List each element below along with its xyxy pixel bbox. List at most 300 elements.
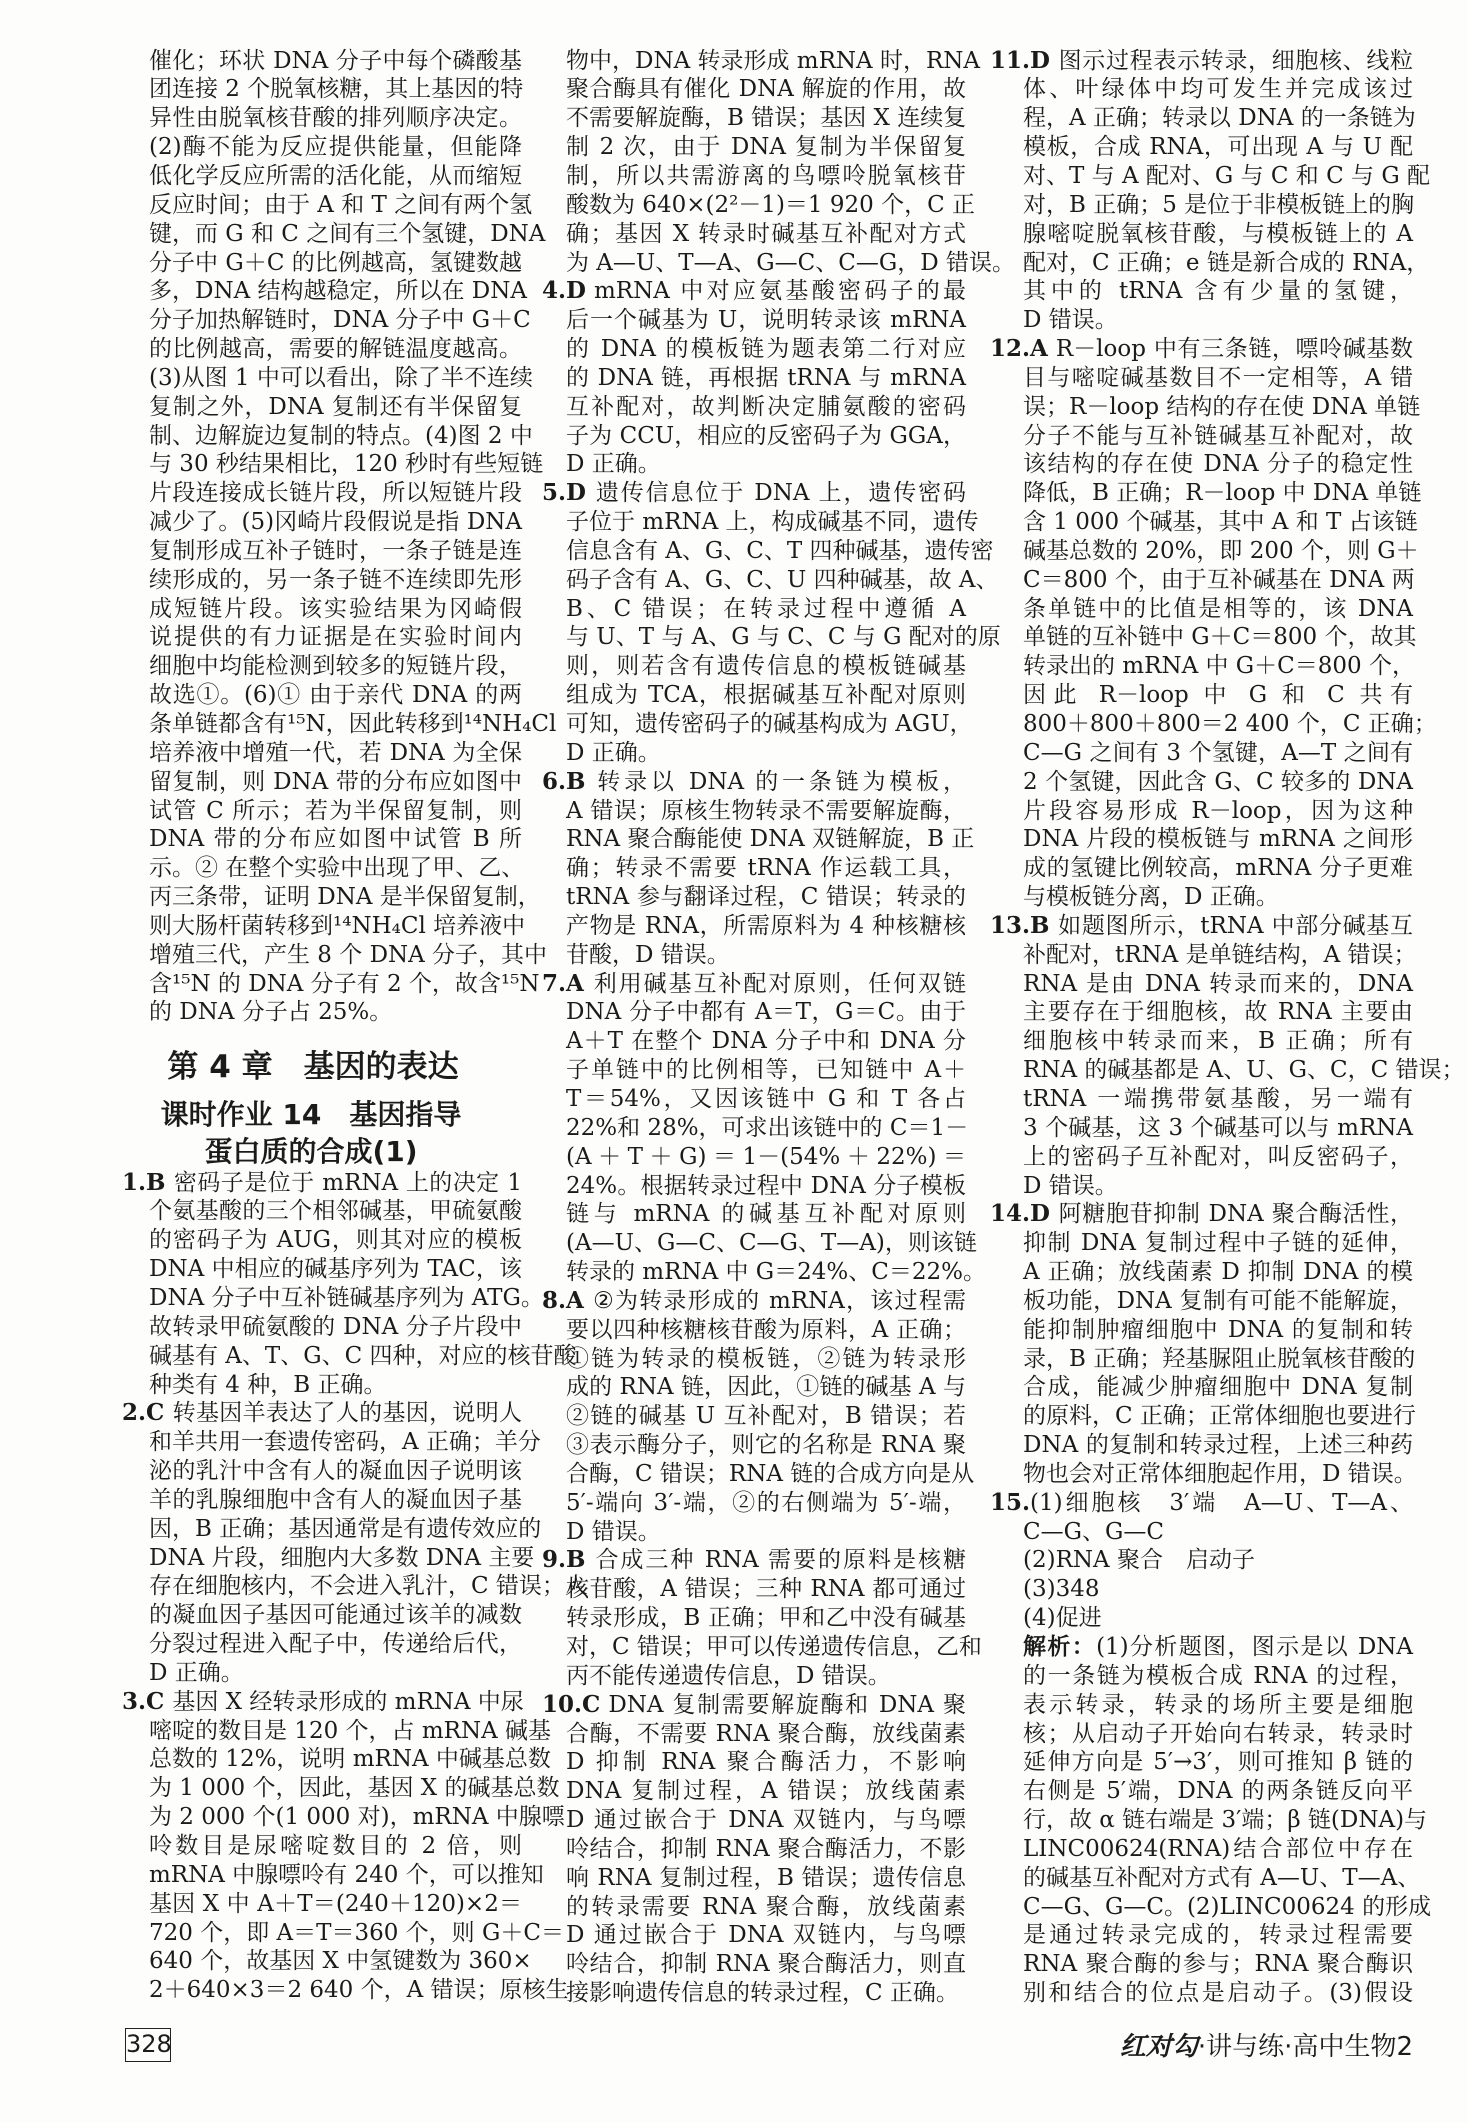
text-line — [990, 912, 1413, 941]
text-line — [542, 422, 966, 451]
line-text: 多，DNA 结构越稳定，所以在 DNA — [149, 278, 527, 305]
line-text: D 错误。 — [1023, 307, 1118, 334]
answer-label: 5.D — [542, 479, 586, 507]
line-text: (3)从图 1 中可以看出，除了半不连续 — [149, 364, 533, 391]
text-line — [990, 883, 1413, 912]
answer-3-continued — [542, 47, 1015, 278]
line-text: C—G、G—C。(2)LINC00624 的形成 — [1023, 1893, 1432, 1920]
text-line — [990, 1460, 1417, 1489]
line-text: 为 A—U、T—A、G—C、C—G，D 错误。 — [566, 249, 1015, 276]
line-text: 配对，C 正确；e 链是新合成的 RNA， — [1023, 249, 1430, 276]
line-text: 为 1 000 个，因此，基因 X 的碱基总数 — [149, 1775, 560, 1802]
line-text: 成的 RNA 链，因此，①链的碱基 A 与 — [566, 1374, 966, 1401]
text-line — [990, 652, 1413, 681]
text-line — [542, 1893, 966, 1922]
line-text: 分裂过程进入配子中，传递给后代， — [149, 1631, 522, 1658]
line-text: DNA 分子中互补链碱基序列为 ATG。 — [149, 1284, 544, 1311]
text-line — [122, 1688, 522, 1717]
text-line — [990, 1720, 1413, 1749]
text-line — [122, 1226, 522, 1255]
line-text: C＝800 个，由于互补碱基在 DNA 两 — [1023, 566, 1415, 593]
line-text: 的 DNA 链，再根据 tRNA 与 mRNA — [566, 364, 966, 391]
line-text: 总数的 12%，说明 mRNA 中碱基总数 — [149, 1746, 551, 1773]
line-text: (1)细胞核 3′端 A—U、T—A、 — [1030, 1489, 1413, 1516]
line-text: 分子加热解链时，DNA 分子中 G＋C — [149, 307, 531, 334]
text-line — [990, 1835, 1413, 1864]
text-line — [122, 1255, 522, 1284]
text-line — [122, 1313, 522, 1342]
text-line — [990, 1200, 1413, 1229]
line-text: DNA 片段，细胞内大多数 DNA 主要 — [149, 1544, 535, 1571]
answer-9 — [542, 1546, 982, 1690]
text-line — [122, 1861, 544, 1890]
text-line — [122, 422, 533, 451]
line-text: ①链为转录的模板链，②链为转录形 — [566, 1345, 966, 1372]
text-line — [542, 1316, 966, 1345]
text-line — [990, 739, 1413, 768]
text-line — [542, 162, 966, 191]
line-text: (A＋T＋G)＝1－(54%＋22%)＝ — [566, 1143, 966, 1170]
text-line — [990, 1373, 1413, 1402]
text-line — [122, 623, 522, 652]
text-line — [542, 450, 966, 479]
text-line — [990, 1056, 1465, 1085]
line-text: 转录出的 mRNA 中 G＋C＝800 个， — [1023, 653, 1415, 680]
line-text: 密码子是位于 mRNA 上的决定 1 — [173, 1169, 522, 1196]
text-line — [542, 1979, 966, 2008]
text-line — [990, 162, 1431, 191]
text-line — [122, 249, 522, 278]
answer-label: 12.A — [990, 335, 1048, 363]
line-text: DNA 中相应的碱基序列为 TAC，该 — [149, 1256, 522, 1283]
line-text: D 通过嵌合于 DNA 双链内，与鸟嘌 — [566, 1807, 966, 1834]
text-line — [122, 797, 522, 826]
line-text: 羊的乳腺细胞中含有人的凝血因子基 — [149, 1486, 522, 1513]
line-text: 子为 CCU，相应的反密码子为 GGA， — [566, 422, 966, 449]
line-text: 720 个，即 A＝T＝360 个，则 G＋C＝ — [149, 1919, 564, 1946]
line-text: 丙不能传递遗传信息，D 错误。 — [566, 1662, 891, 1689]
line-text: 利用碱基互补配对原则，任何双链 — [591, 970, 966, 997]
line-text: 含 1 000 个碱基，其中 A 和 T 占该链 — [1023, 509, 1418, 536]
line-text: 3 个碱基，这 3 个碱基可以与 mRNA — [1023, 1114, 1413, 1141]
text-line — [542, 595, 966, 624]
text-line — [122, 1601, 522, 1630]
answer-label: 1.B — [122, 1168, 166, 1196]
text-line — [990, 479, 1422, 508]
text-line — [542, 1027, 966, 1056]
text-line — [990, 825, 1413, 854]
text-line — [122, 508, 522, 537]
line-text: 制、边解旋边复制的特点。(4)图 2 中 — [149, 422, 533, 449]
line-text: 5′-端向 3′-端，②的右侧端为 5′-端， — [566, 1489, 966, 1516]
line-text: 成的氢键比例较高，mRNA 分子更难 — [1023, 855, 1413, 882]
text-line — [542, 1720, 966, 1749]
text-line — [122, 912, 526, 941]
line-text: 呤数目是尿嘧啶数目的 2 倍，则 — [149, 1833, 522, 1859]
text-line — [122, 595, 522, 624]
line-text: DNA 片段的模板链与 mRNA 之间形 — [1023, 826, 1413, 853]
line-text: RNA 的碱基都是 A、U、G、C，C 错误； — [1023, 1057, 1465, 1084]
answer-label: 3.C — [122, 1687, 165, 1715]
line-text: 苷酸，D 错误。 — [566, 941, 730, 968]
line-text: 响 RNA 复制过程，B 错误；遗传信息 — [566, 1864, 966, 1891]
text-line — [122, 1197, 522, 1226]
line-text: 右侧是 5′端，DNA 的两条链反向平 — [1023, 1778, 1413, 1805]
text-line — [122, 941, 548, 970]
text-line — [542, 1864, 966, 1893]
line-text: (2)RNA 聚合 启动子 — [1023, 1547, 1255, 1574]
line-text: 子位于 mRNA 上，构成碱基不同，遗传 — [566, 509, 979, 536]
text-line — [990, 681, 1413, 710]
line-text: 与模板链分离，D 正确。 — [1023, 884, 1279, 911]
line-text: 该结构的存在使 DNA 分子的稳定性 — [1023, 451, 1413, 478]
answer-3 — [122, 1687, 569, 2005]
line-text: 是通过转录完成的，转录过程需要 — [1023, 1922, 1413, 1949]
line-text: A＋T 在整个 DNA 分子中和 DNA 分 — [566, 1028, 966, 1055]
text-line — [122, 191, 533, 220]
text-line — [990, 1950, 1413, 1979]
text-line — [122, 970, 540, 999]
answer-14 — [990, 1200, 1417, 1488]
book-series: ·讲与练·高中生物2 — [1197, 2032, 1413, 2062]
line-text: D 通过嵌合于 DNA 双链内，与鸟嘌 — [566, 1922, 966, 1949]
line-text: 制 2 次，由于 DNA 复制为半保留复 — [566, 134, 966, 161]
text-line — [542, 104, 966, 133]
text-line — [542, 1373, 966, 1402]
line-text: 合成，能减少肿瘤细胞中 DNA 复制 — [1023, 1374, 1413, 1401]
text-line — [122, 825, 522, 854]
line-text: tRNA 一端携带氨基酸，另一端有 — [1023, 1085, 1413, 1112]
text-line — [990, 1575, 1413, 1604]
line-text: 图示过程表示转录，细胞核、线粒 — [1057, 47, 1413, 74]
text-line — [122, 1774, 560, 1803]
text-line — [990, 249, 1430, 278]
text-line — [542, 1287, 966, 1316]
text-line — [542, 797, 966, 826]
text-line — [990, 277, 1413, 306]
line-text: 与 U、T 与 A、G 与 C、C 与 G 配对的原 — [566, 624, 1001, 651]
answer-15-analysis — [990, 1633, 1432, 2008]
line-text: 嘧啶的数目是 120 个，占 mRNA 碱基 — [149, 1717, 552, 1744]
line-text: 遗传信息位于 DNA 上，遗传密码 — [593, 480, 966, 507]
line-text: D 正确。 — [566, 739, 661, 766]
text-line — [542, 970, 966, 999]
text-line — [122, 1457, 522, 1486]
line-text: 如题图所示，tRNA 中部分碱基互 — [1057, 912, 1413, 939]
line-text: 确；基因 X 转录时碱基互补配对方式 — [566, 220, 966, 247]
answer-label: 13.B — [990, 911, 1050, 939]
text-line — [542, 1172, 966, 1201]
text-line — [122, 1745, 551, 1774]
text-line — [542, 623, 1001, 652]
text-line — [542, 479, 966, 508]
text-line — [542, 1835, 966, 1864]
line-text: 呤结合，抑制 RNA 聚合酶活力，则直 — [566, 1951, 966, 1978]
text-line — [542, 1777, 966, 1806]
line-text: RNA 是由 DNA 转录而来的，DNA — [1023, 970, 1413, 997]
line-text: 分子不能与互补链碱基互补配对，故 — [1023, 422, 1413, 449]
text-line — [542, 1056, 966, 1085]
text-line — [990, 393, 1421, 422]
line-text: (A—U、G—C、C—G、T—A)，则该链 — [566, 1230, 977, 1257]
column-1-top — [122, 47, 557, 1028]
line-text: A 正确；放线菌素 D 抑制 DNA 的模 — [1023, 1259, 1413, 1286]
line-text: 个氨基酸的三个相邻碱基，甲硫氨酸 — [149, 1198, 522, 1225]
text-line — [990, 104, 1416, 133]
line-text: 复制之外，DNA 复制还有半保留复 — [149, 393, 522, 420]
line-text: ②为转录形成的 mRNA，该过程需 — [591, 1287, 966, 1314]
line-text: LINC00624(RNA)结合部位中存在 — [1023, 1835, 1413, 1862]
answer-13 — [990, 911, 1465, 1200]
line-text: 腺嘧啶脱氧核苷酸，与模板链上的 A — [1023, 220, 1413, 247]
text-line — [542, 1114, 969, 1143]
line-text: 续形成的，另一条子链不连续即先形 — [149, 566, 522, 593]
text-line — [122, 768, 522, 797]
line-text: D 抑制 RNA 聚合酶活力，不影响 — [566, 1749, 966, 1776]
answer-label: 4.D — [542, 277, 586, 305]
answer-label: 解析： — [1023, 1633, 1097, 1660]
text-line — [990, 191, 1413, 220]
line-text: mRNA 中对应氨基酸密码子的最 — [593, 278, 966, 305]
line-text: C—G、G—C — [1023, 1518, 1164, 1545]
text-line — [990, 1921, 1413, 1950]
text-line — [122, 1342, 577, 1371]
text-line — [542, 768, 966, 797]
line-text: 增殖三代，产生 8 个 DNA 分子，其中 — [149, 941, 548, 968]
text-line — [122, 1803, 565, 1832]
answer-label: 15. — [990, 1488, 1031, 1516]
line-text: 条单链都含有¹⁵N，因此转移到¹⁴NH₄Cl — [149, 711, 557, 737]
line-text: D 错误。 — [566, 1518, 661, 1545]
line-text: 呤结合，抑制 RNA 聚合酶活力，不影 — [566, 1835, 966, 1862]
text-line — [122, 1515, 542, 1544]
line-text: 的一条链为模板合成 RNA 的过程， — [1023, 1662, 1413, 1689]
answer-continued-prev — [122, 47, 557, 1028]
line-text: 产物是 RNA，所需原料为 4 种核糖核 — [566, 912, 966, 939]
text-line — [542, 1748, 966, 1777]
line-text: 因此 R－loop 中 G 和 C 共有 — [1023, 682, 1413, 709]
answer-15-part-4 — [990, 1604, 1413, 1633]
text-line — [990, 133, 1413, 162]
text-line — [542, 710, 973, 739]
text-line — [122, 652, 522, 681]
line-text: D 错误。 — [1023, 1172, 1118, 1199]
answer-7 — [542, 969, 987, 1287]
text-line — [542, 335, 966, 364]
line-text: C—G 之间有 3 个氢键，A—T 之间有 — [1023, 739, 1413, 766]
line-text: 存在细胞核内，不会进入乳汁，C 错误；人 — [149, 1573, 588, 1600]
text-line — [542, 1604, 966, 1633]
line-text: DNA 复制过程，A 错误；放线菌素 — [566, 1778, 966, 1805]
answer-4 — [542, 277, 966, 479]
text-line — [122, 1832, 522, 1861]
line-text: DNA 带的分布应如图中试管 B 所 — [149, 826, 522, 853]
line-text: 的凝血因子基因可能通过该羊的减数 — [149, 1602, 522, 1629]
answer-6 — [542, 767, 975, 970]
text-line — [542, 364, 966, 393]
text-line — [122, 1169, 522, 1198]
line-text: 泌的乳汁中含有人的凝血因子说明该 — [149, 1458, 522, 1485]
text-line — [122, 220, 546, 249]
line-text: 接影响遗传信息的转录过程，C 正确。 — [566, 1980, 959, 2007]
text-line — [542, 1460, 975, 1489]
answer-label: 2.C — [122, 1399, 165, 1427]
text-line — [542, 1143, 966, 1172]
answer-label: 10.C — [542, 1690, 601, 1718]
line-text: 程，A 正确；转录以 DNA 的一条链为 — [1023, 105, 1416, 132]
line-text: DNA 复制需要解旋酶和 DNA 聚 — [608, 1691, 966, 1718]
answer-15-part-3 — [990, 1575, 1413, 1604]
text-line — [122, 1544, 535, 1573]
text-line — [122, 710, 557, 739]
text-line — [542, 854, 966, 883]
line-text: 的密码子为 AUG，则其对应的模板 — [149, 1227, 522, 1254]
text-line — [122, 1717, 552, 1746]
line-text: 模板，合成 RNA，可出现 A 与 U 配 — [1023, 134, 1413, 161]
line-text: 说提供的有力证据是在实验时间内 — [149, 624, 522, 651]
line-text: 片段容易形成 R－loop，因为这种 — [1023, 797, 1413, 824]
text-line — [122, 1659, 522, 1688]
answer-label: 8.A — [542, 1286, 584, 1314]
line-text: 组成为 TCA，根据碱基互补配对原则 — [566, 682, 966, 709]
answer-label: 6.B — [542, 767, 586, 795]
line-text: 试管 C 所示；若为半保留复制，则 — [149, 797, 522, 824]
answer-12 — [990, 335, 1437, 912]
line-text: 碱基有 A、T、G、C 四种，对应的核苷酸 — [149, 1342, 577, 1369]
line-text: 转录的 mRNA 中 G＝24%、C＝22%。 — [566, 1259, 987, 1286]
text-line — [122, 47, 522, 76]
text-line — [990, 1691, 1413, 1720]
line-text: 核；从启动子开始向右转录，转录时 — [1023, 1720, 1413, 1747]
text-line — [542, 1258, 987, 1287]
text-line — [542, 1633, 982, 1662]
lesson-title-line-1: 课时作业 14 基因指导 — [160, 1098, 462, 1131]
line-text: D 正确。 — [566, 451, 661, 478]
line-text: 体、叶绿体中均可发生并完成该过 — [1023, 76, 1413, 103]
text-line — [122, 681, 522, 710]
line-text: 聚合酶具有催化 DNA 解旋的作用，故 — [566, 76, 966, 103]
line-text: 的原料，C 正确；正常体细胞也要进行 — [1023, 1403, 1416, 1430]
line-text: 延伸方向是 5′→3′，则可推知 β 链的 — [1023, 1749, 1413, 1776]
line-text: 640 个，故基因 X 中氢键数为 360× — [149, 1948, 532, 1975]
line-text: 要以四种核糖核苷酸为原料，A 正确； — [566, 1316, 966, 1343]
text-line — [122, 162, 522, 191]
line-text: 片段连接成长链片段，所以短链片段 — [149, 480, 522, 507]
text-line — [542, 1431, 966, 1460]
line-text: 则大肠杆菌转移到¹⁴NH₄Cl 培养液中 — [149, 912, 526, 939]
text-line — [542, 249, 1015, 278]
line-text: RNA 聚合酶的参与；RNA 聚合酶识 — [1023, 1951, 1413, 1978]
line-text: 催化；环状 DNA 分子中每个磷酸基 — [149, 47, 522, 74]
line-text: 目与嘧啶碱基数目不一定相等，A 错 — [1023, 364, 1413, 391]
text-line — [542, 277, 966, 306]
line-text: 减少了。(5)冈崎片段假说是指 DNA — [149, 509, 522, 536]
text-line — [122, 883, 541, 912]
line-text: 主要存在于细胞核，故 RNA 主要由 — [1023, 999, 1413, 1026]
text-line — [990, 768, 1413, 797]
line-text: 的碱基互补配对方式有 A—U、T—A、 — [1023, 1864, 1421, 1891]
text-line — [542, 1546, 966, 1575]
text-line — [990, 1172, 1413, 1201]
line-text: (2)酶不能为反应提供能量，但能降 — [149, 134, 522, 161]
text-line — [990, 1748, 1413, 1777]
line-text: 转录形成，B 正确；甲和乙中没有碱基 — [566, 1605, 966, 1632]
line-text: 800＋800＋800＝2 400 个，C 正确； — [1023, 711, 1437, 737]
column-3 — [990, 46, 1465, 2008]
line-text: 含¹⁵N 的 DNA 分子有 2 个，故含¹⁵N — [149, 970, 540, 997]
line-text: 后一个碱基为 U，说明转录该 mRNA — [566, 307, 966, 334]
line-text: 不需要解旋酶，B 错误；基因 X 连续复 — [566, 105, 967, 132]
text-line — [990, 1229, 1413, 1258]
text-line — [542, 825, 975, 854]
text-line — [542, 941, 966, 970]
text-line — [542, 306, 966, 335]
line-text: 阿糖胞苷抑制 DNA 聚合酶活性， — [1057, 1201, 1413, 1228]
text-line — [542, 1085, 966, 1114]
text-line — [990, 1633, 1413, 1662]
line-text: 能抑制肿瘤细胞中 DNA 的复制和转 — [1023, 1316, 1413, 1343]
text-line — [990, 1518, 1413, 1547]
text-line — [542, 912, 966, 941]
text-line — [542, 1345, 966, 1374]
line-text: 分子中 G＋C 的比例越高，氢键数越 — [149, 249, 522, 276]
line-text: 的比例越高，需要的解链温度越高。 — [149, 336, 522, 363]
line-text: D 正确。 — [149, 1659, 244, 1686]
line-text: 链与 mRNA 的碱基互补配对原则 — [566, 1201, 966, 1228]
text-line — [122, 1890, 522, 1919]
line-text: 对、T 与 A 配对、G 与 C 和 C 与 G 配 — [1023, 162, 1431, 189]
text-line — [990, 1143, 1413, 1172]
chapter-title: 第 4 章 基因的表达 — [167, 1049, 459, 1085]
line-text: R－loop 中有三条链，嘌呤碱基数 — [1055, 336, 1413, 363]
text-line — [990, 335, 1413, 364]
text-line — [990, 75, 1413, 104]
text-line — [990, 970, 1413, 999]
text-line — [542, 508, 979, 537]
text-line — [990, 1662, 1413, 1691]
line-text: 种类有 4 种，B 正确。 — [149, 1371, 387, 1398]
text-line — [122, 1630, 522, 1659]
answer-8 — [542, 1286, 975, 1547]
text-line — [122, 1399, 522, 1428]
text-line — [990, 220, 1413, 249]
answer-label: 11.D — [990, 46, 1050, 74]
text-line — [542, 393, 966, 422]
text-line — [990, 1345, 1416, 1374]
text-line — [542, 883, 966, 912]
text-line — [990, 1546, 1413, 1575]
line-text: 基因 X 中 A＋T＝(240＋120)×2＝ — [149, 1890, 522, 1917]
line-text: 降低，B 正确；R－loop 中 DNA 单链 — [1023, 480, 1422, 507]
text-line — [542, 1806, 966, 1835]
line-text: 示。② 在整个实验中出现了甲、乙、 — [149, 855, 525, 882]
text-line — [122, 277, 527, 306]
line-text: ②链的碱基 U 互补配对，B 错误；若 — [566, 1403, 966, 1430]
answer-11 — [990, 46, 1431, 335]
line-text: B、C 错误；在转录过程中遵循 A — [566, 595, 966, 622]
line-text: 行，故 α 链右端是 3′端；β 链(DNA)与 — [1023, 1807, 1428, 1834]
answer-label: 7.A — [542, 969, 584, 997]
line-text: 别和结合的位点是启动子。(3)假设 — [1023, 1980, 1413, 2007]
text-line — [990, 422, 1413, 451]
text-line — [990, 1114, 1413, 1143]
line-text: 反应时间；由于 A 和 T 之间有两个氢 — [149, 191, 533, 218]
text-line — [542, 1200, 966, 1229]
line-text: 的 DNA 分子占 25%。 — [149, 999, 393, 1026]
text-line — [122, 1919, 564, 1948]
line-text: 表示转录，转录的场所主要是细胞 — [1023, 1691, 1413, 1718]
text-line — [122, 537, 522, 566]
